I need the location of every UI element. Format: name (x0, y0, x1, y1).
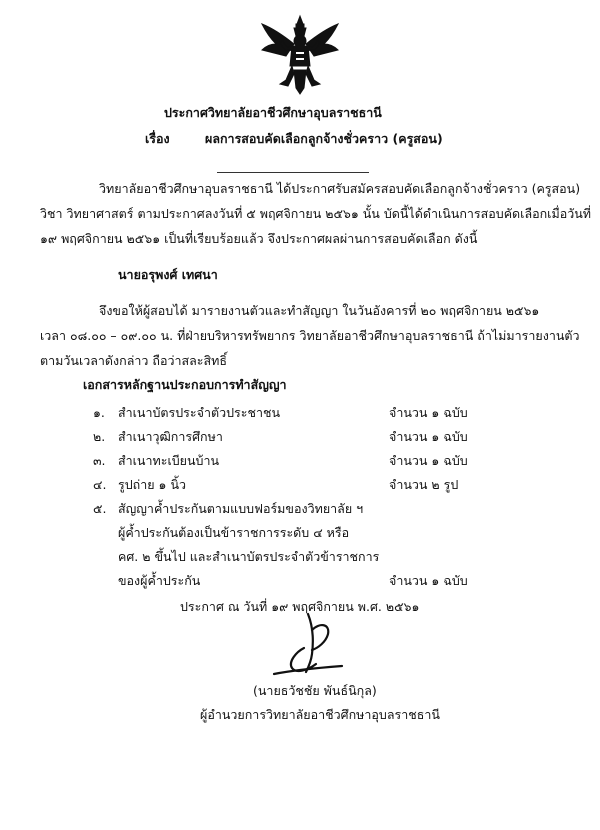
document-item-number: ๓. (93, 453, 106, 468)
paragraph-1-line-2: วิชา วิทยาศาสตร์ ตามประกาศลงวันที่ ๕ พฤศจิกายน ๒๕๖๑ นั้น บัดนี้ได้ดำเนินการสอบคัดเลือกเมื่อวันที่ (40, 206, 592, 221)
document-item-quantity: จำนวน ๑ ฉบับ (389, 429, 468, 444)
paragraph-2-line-1: จึงขอให้ผู้สอบได้ มารายงานตัวและทำสัญญา ในวันอังคารที่ ๒๐ พฤศจิกายน ๒๕๖๑ (99, 303, 540, 318)
document-item-label: รูปถ่าย ๑ นิ้ว (118, 477, 187, 492)
document-item-number: ๒. (93, 429, 106, 444)
document-item-label: สำเนาบัตรประจำตัวประชาชน (118, 405, 280, 420)
document-item-5-line-2: ผู้ค้ำประกันต้องเป็นข้าราชการระดับ ๔ หรือ (118, 525, 350, 540)
document-item-quantity: จำนวน ๑ ฉบับ (389, 573, 468, 588)
paragraph-1-line-3: ๑๙ พฤศจิกายน ๒๕๖๑ เป็นที่เรียบร้อยแล้ว จึงประกาศผลผ่านการสอบคัดเลือก ดังนี้ (40, 231, 478, 246)
paragraph-2-line-3: ตามวันเวลาดังกล่าว ถือว่าสละสิทธิ์ (40, 353, 227, 368)
document-item-number: ๑. (93, 405, 105, 420)
announcement-date: ประกาศ ณ วันที่ ๑๙ พฤศจิกายน พ.ศ. ๒๕๖๑ (180, 599, 420, 614)
candidate-name: นายอรุพงศ์ เทศนา (118, 267, 218, 282)
documents-heading: เอกสารหลักฐานประกอบการทำสัญญา (83, 377, 287, 392)
document-item-quantity: จำนวน ๒ รูป (389, 477, 459, 492)
handwritten-signature-icon (268, 608, 348, 678)
garuda-emblem-icon (258, 14, 342, 96)
signer-name: (นายธวัชชัย พันธ์นิกุล) (253, 683, 377, 698)
document-item-number: ๕. (93, 501, 107, 516)
paragraph-1-line-1: วิทยาลัยอาชีวศึกษาอุบลราชธานี ได้ประกาศรับสมัครสอบคัดเลือกลูกจ้างชั่วคราว (ครูสอน) (99, 181, 581, 196)
document-item-number: ๔. (93, 477, 107, 492)
header-divider (217, 172, 369, 173)
signer-title: ผู้อำนวยการวิทยาลัยอาชีวศึกษาอุบลราชธานี (200, 707, 440, 722)
paragraph-2-line-2: เวลา ๐๘.๐๐ – ๐๙.๐๐ น. ที่ฝ่ายบริหารทรัพยากร วิทยาลัยอาชีวศึกษาอุบลราชธานี ถ้าไม่มารายงานตัว (40, 328, 580, 343)
document-item-quantity: จำนวน ๑ ฉบับ (389, 405, 468, 420)
subject-text: ผลการสอบคัดเลือกลูกจ้างชั่วคราว (ครูสอน) (205, 131, 443, 146)
announcement-title: ประกาศวิทยาลัยอาชีวศึกษาอุบลราชธานี (164, 105, 382, 120)
document-item-quantity: จำนวน ๑ ฉบับ (389, 453, 468, 468)
document-item-5-line-4: ของผู้ค้ำประกัน (118, 573, 201, 588)
document-item-label: สำเนาทะเบียนบ้าน (118, 453, 220, 468)
subject-label: เรื่อง (145, 131, 170, 146)
document-item-5-line-3: คศ. ๒ ขึ้นไป และสำเนาบัตรประจำตัวข้าราชการ (118, 549, 380, 564)
document-item-5-line-1: สัญญาค้ำประกันตามแบบฟอร์มของวิทยาลัย ฯ (118, 501, 364, 516)
document-item-label: สำเนาวุฒิการศึกษา (118, 429, 223, 444)
